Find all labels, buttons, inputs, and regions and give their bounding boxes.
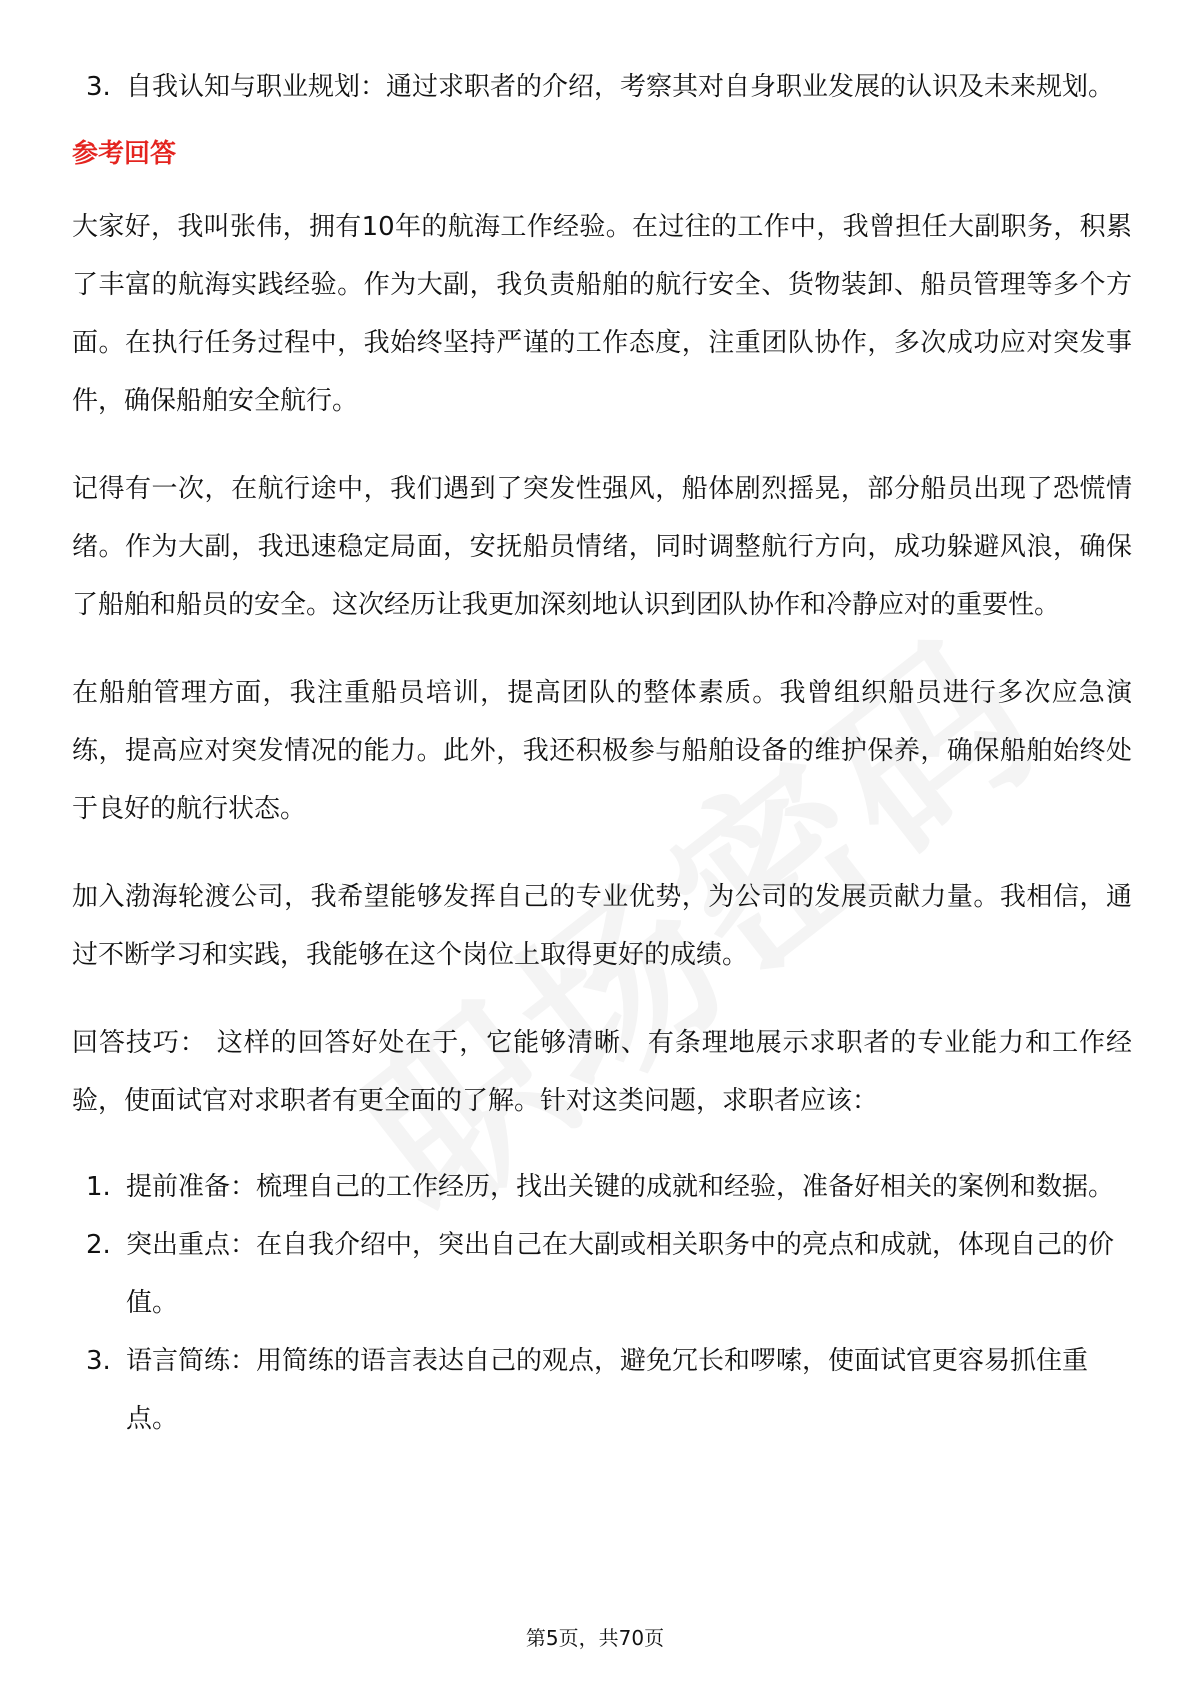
list-item-text: 语言简练：用简练的语言表达自己的观点，避免冗长和啰嗦，使面试官更容易抓住重点。: [126, 1346, 1089, 1434]
list-item-number: 3.: [86, 1346, 111, 1376]
answer-paragraph: 在船舶管理方面，我注重船员培训，提高团队的整体素质。我曾组织船员进行多次应急演练，提高应对突发情况的能力。此外，我还积极参与船舶设备的维护保养，确保船舶始终处于良好的航行状态。: [72, 678, 1132, 824]
list-item-text: 提前准备：梳理自己的工作经历，找出关键的成就和经验，准备好相关的案例和数据。: [126, 1172, 1115, 1202]
tips-paragraph: [72, 1014, 1132, 1130]
page-content: [72, 58, 1132, 1448]
answer-paragraph: 大家好，我叫张伟，拥有10年的航海工作经验。在过往的工作中，我曾担任大副职务，积累了丰富的航海实践经验。作为大副，我负责船舶的航行安全、货物装卸、船员管理等多个方面。在执行任务过程中，我始终坚持严谨的工作态度，注重团队协作，多次成功应对突发事件，确保船舶安全航行。: [72, 212, 1132, 416]
tips-text: 这样的回答好处在于，它能够清晰、有条理地展示求职者的专业能力和工作经验，使面试官对求职者有更全面的了解。针对这类问题，求职者应该：: [72, 1028, 1132, 1116]
list-item-text: 突出重点：在自我介绍中，突出自己在大副或相关职务中的亮点和成就，体现自己的价值。: [126, 1230, 1115, 1318]
list-item: [72, 1332, 1132, 1448]
tips-prefix: 回答技巧：: [72, 1028, 207, 1058]
list-item-number: 1.: [86, 1172, 111, 1202]
list-item: [72, 1158, 1132, 1216]
section-heading: 参考回答: [72, 139, 177, 169]
list-item-number: 2.: [86, 1230, 111, 1260]
answer-paragraph: 加入渤海轮渡公司，我希望能够发挥自己的专业优势，为公司的发展贡献力量。我相信，通过不断学习和实践，我能够在这个岗位上取得更好的成绩。: [72, 882, 1132, 970]
list-item-text: 自我认知与职业规划：通过求职者的介绍，考察其对自身职业发展的认识及未来规划。: [126, 72, 1115, 102]
list-item-number: 3.: [86, 72, 111, 102]
evaluation-points-list: [72, 58, 1132, 116]
list-item: [72, 1216, 1132, 1332]
answer-paragraph: 记得有一次，在航行途中，我们遇到了突发性强风，船体剧烈摇晃，部分船员出现了恐慌情绪。作为大副，我迅速稳定局面，安抚船员情绪，同时调整航行方向，成功躲避风浪，确保了船舶和船员的安全。这次经历让我更加深刻地认识到团队协作和冷静应对的重要性。: [72, 474, 1132, 620]
list-item: [72, 58, 1132, 116]
tips-list: [72, 1158, 1132, 1448]
page-footer: 第5页，共70页: [525, 1626, 665, 1650]
